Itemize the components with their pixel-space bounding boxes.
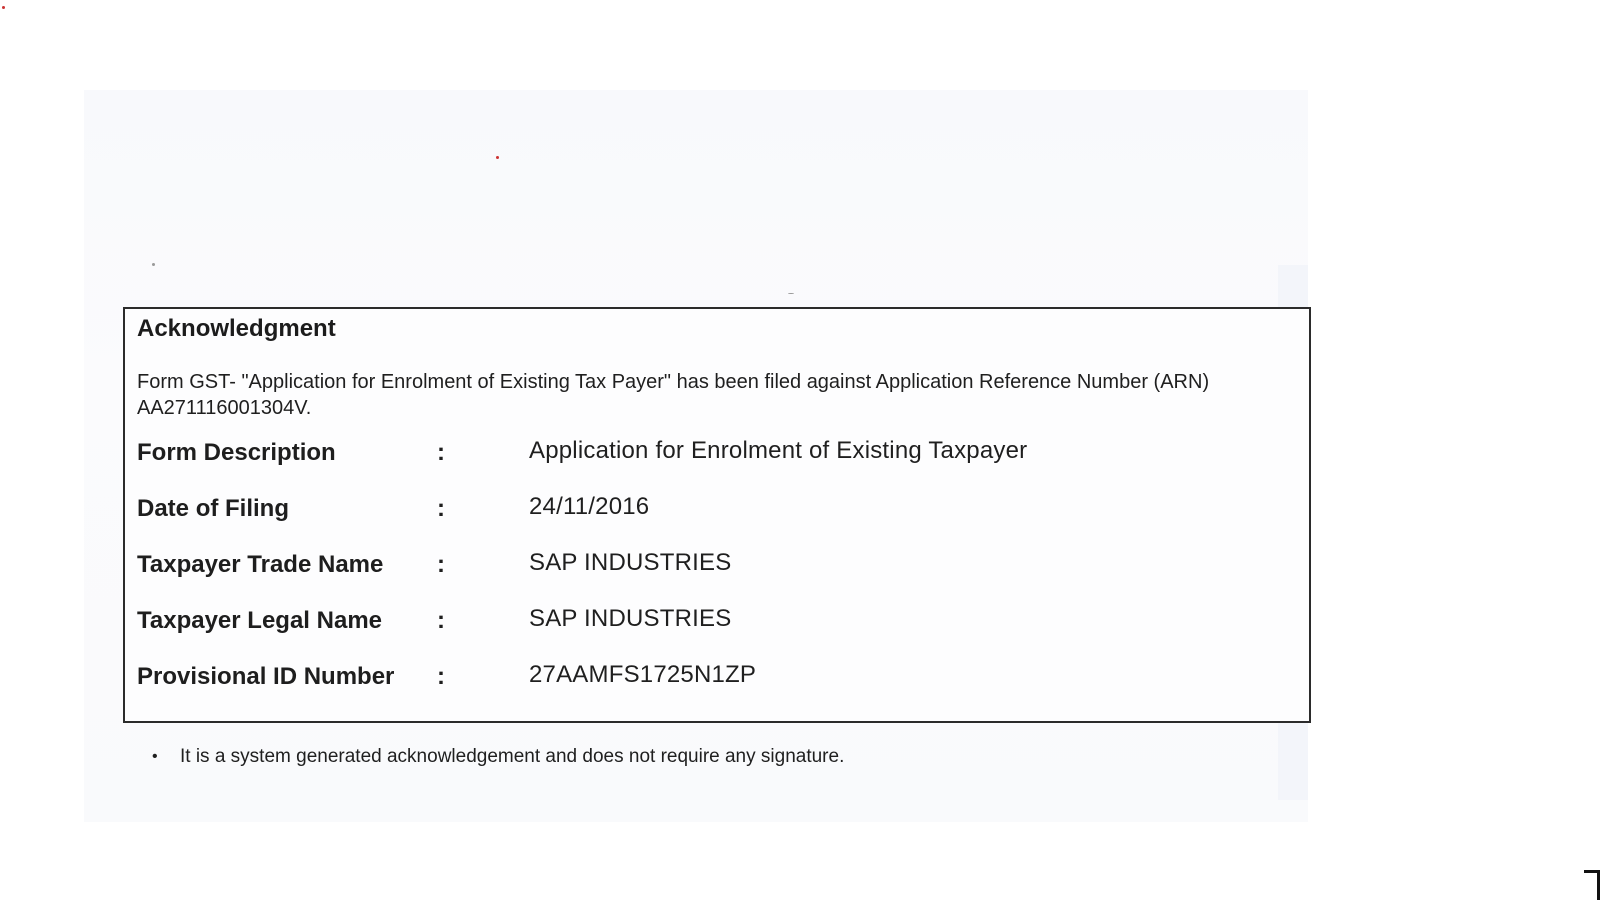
field-row-provisional-id [137, 659, 1287, 699]
field-separator: : [437, 607, 445, 634]
field-separator: : [437, 495, 445, 522]
field-value: Application for Enrolment of Existing Taxpayer [529, 437, 1028, 464]
signature-note-text: It is a system generated acknowledgement and does not require any signature. [180, 746, 845, 767]
acknowledgment-body-line: Form GST- "Application for Enrolment of Existing Tax Payer" has been filed against Application Reference Number (ARN) [137, 371, 1210, 393]
crop-mark [1584, 870, 1600, 900]
scan-speck [496, 156, 499, 159]
field-label: Date of Filing [137, 495, 289, 522]
field-value: 24/11/2016 [529, 493, 650, 520]
field-row-legal-name [137, 603, 1287, 643]
field-row-form-description [137, 435, 1287, 475]
signature-note [152, 746, 844, 768]
scan-speck [152, 263, 155, 266]
field-separator: : [437, 551, 445, 578]
acknowledgment-body [137, 369, 1287, 421]
field-value: SAP INDUSTRIES [529, 605, 732, 632]
field-row-date-of-filing [137, 491, 1287, 531]
acknowledgment-box [123, 307, 1311, 723]
bullet-icon: • [152, 747, 158, 765]
field-row-trade-name [137, 547, 1287, 587]
field-value: 27AAMFS1725N1ZP [529, 661, 757, 688]
field-label: Form Description [137, 439, 336, 466]
scan-speck [2, 6, 5, 9]
field-label: Taxpayer Trade Name [137, 551, 384, 578]
acknowledgment-title: Acknowledgment [137, 315, 336, 342]
field-separator: : [437, 439, 445, 466]
arn-number: AA271116001304V. [137, 397, 312, 419]
field-value: SAP INDUSTRIES [529, 549, 732, 576]
field-label: Taxpayer Legal Name [137, 607, 383, 634]
field-separator: : [437, 663, 445, 690]
field-label: Provisional ID Number [137, 663, 395, 690]
scan-speck [788, 293, 794, 294]
